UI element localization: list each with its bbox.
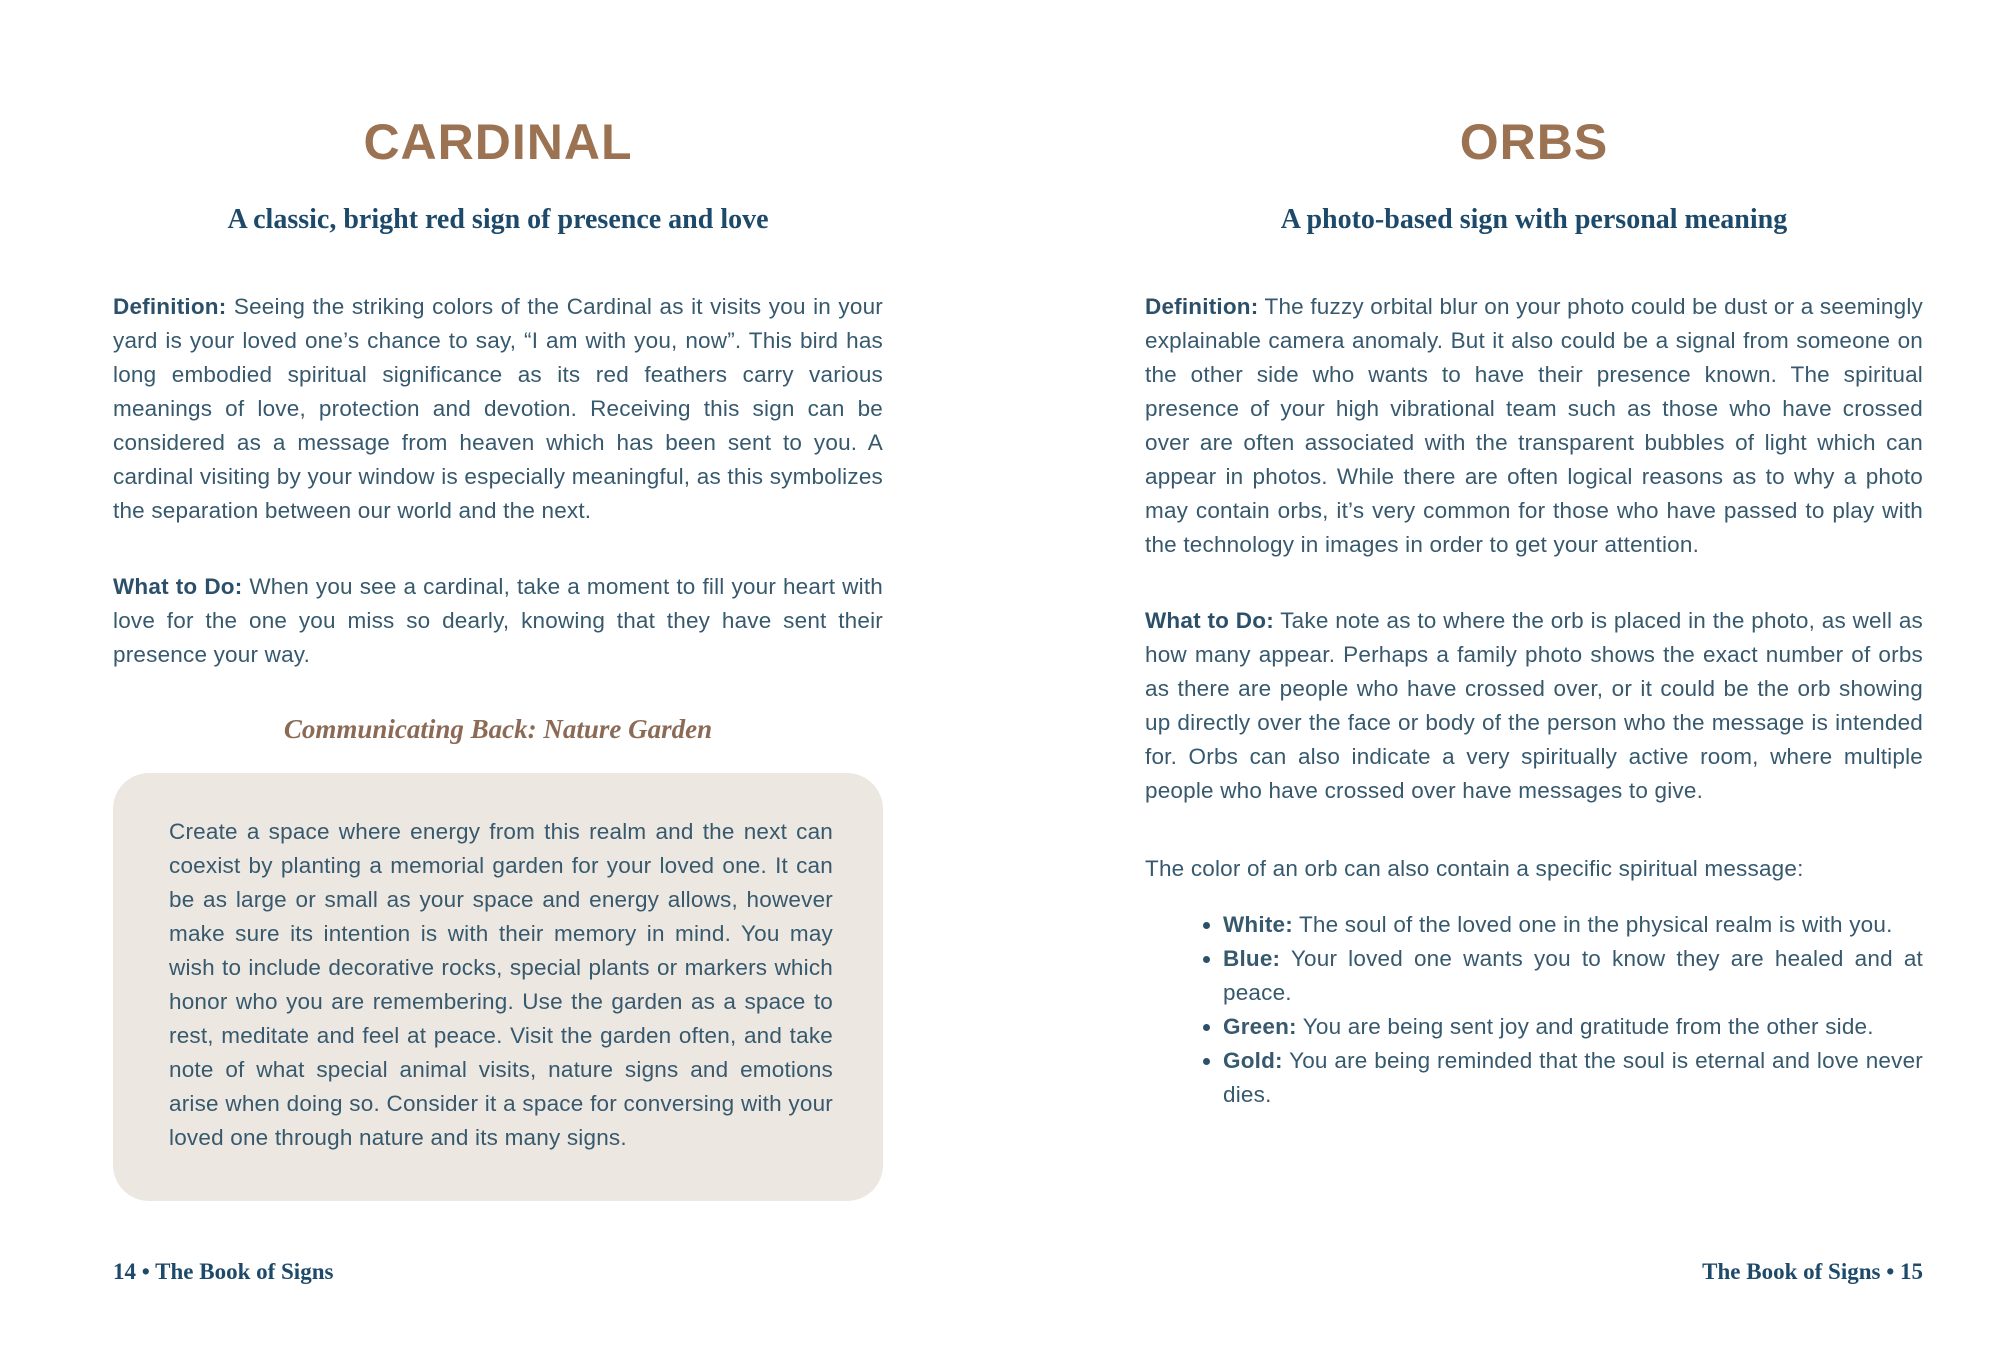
what-to-do-paragraph	[1145, 604, 1923, 808]
what-to-do-label: What to Do:	[1145, 607, 1274, 633]
page-footer-right: The Book of Signs • 15	[1702, 1259, 1923, 1284]
orb-color-text: The soul of the loved one in the physical realm is with you.	[1298, 912, 1893, 937]
definition-label: Definition:	[113, 293, 227, 319]
page-left	[113, 0, 883, 1363]
orb-color-text: You are being sent joy and gratitude from the other side.	[1302, 1014, 1874, 1039]
what-to-do-text: When you see a cardinal, take a moment to fill your heart with love for the one you miss so dearly, knowing that they have sent their presence your way.	[113, 573, 883, 667]
page-title: ORBS	[1459, 114, 1609, 170]
list-item-gold	[1223, 1044, 1923, 1112]
chapter-subtitle: A photo-based sign with personal meaning	[1280, 203, 1788, 235]
chapter-subtitle: A classic, bright red sign of presence and love	[227, 203, 769, 235]
page-right	[1145, 0, 1923, 1363]
orb-color-text: Your loved one wants you to know they are healed and at peace.	[1223, 946, 1923, 1005]
callout-text: Create a space where energy from this realm and the next can coexist by planting a memorial garden for your loved one. It can be as large or small as your space and energy allows, however make sure its intention is with their memory in mind. You may wish to include decorative rocks, special plants or markers which honor who you are remembering. Use the garden as a space to rest, meditate and feel at peace. Visit the garden often, and take note of what special animal visits, nature signs and emotions arise when doing so. Consider it a space for conversing with your loved one through nature and its many signs.	[169, 818, 833, 1150]
orb-colors-list	[1145, 908, 1923, 1112]
definition-paragraph	[1145, 290, 1923, 562]
list-item-white	[1223, 908, 1923, 942]
page-title: CARDINAL	[363, 114, 633, 170]
orb-color-label: Green:	[1223, 1014, 1297, 1039]
orb-color-label: Blue:	[1223, 946, 1281, 971]
what-to-do-label: What to Do:	[113, 573, 243, 599]
definition-text: Seeing the striking colors of the Cardinal as it visits you in your yard is your loved one’s chance to say, “I am with you, now”. This bird has long embodied spiritual significance as its red feathers carry various meanings of love, protection and devotion. Receiving this sign can be considered as a message from heaven which has been sent to you. A cardinal visiting by your window is especially meaningful, as this symbolizes the separation between our world and the next.	[113, 293, 884, 523]
orb-color-label: White:	[1223, 912, 1293, 937]
definition-text: The fuzzy orbital blur on your photo could be dust or a seemingly explainable camera anomaly. But it also could be a signal from someone on the other side who wants to have their presence known. The spiritual presence of your high vibrational team such as those who have crossed over are often associated with the transparent bubbles of light which can appear in photos. While there are often logical reasons as to why a photo may contain orbs, it’s very common for those who have passed to play with the technology in images in order to get your attention.	[1145, 293, 1924, 557]
list-item-green	[1223, 1010, 1923, 1044]
what-to-do-paragraph	[113, 570, 883, 672]
what-to-do-text: Take note as to where the orb is placed in the photo, as well as how many appear. Perhaps a family photo shows the exact number of orbs as there are people who have crossed over, or it could be the orb showing up directly over the face or body of the person who the message is intended for. Orbs can also indicate a very spiritually active room, where multiple people who have crossed over have messages to give.	[1145, 607, 1924, 803]
orb-color-text: You are being reminded that the soul is eternal and love never dies.	[1223, 1048, 1924, 1107]
orb-color-label: Gold:	[1223, 1048, 1283, 1073]
callout-box	[113, 773, 883, 1201]
callout-heading: Communicating Back: Nature Garden	[283, 713, 713, 744]
page-footer-left: 14 • The Book of Signs	[113, 1259, 334, 1284]
definition-paragraph	[113, 290, 883, 528]
list-item-blue	[1223, 942, 1923, 1010]
definition-label: Definition:	[1145, 293, 1259, 319]
orb-colors-intro: The color of an orb can also contain a specific spiritual message:	[1145, 855, 1804, 881]
